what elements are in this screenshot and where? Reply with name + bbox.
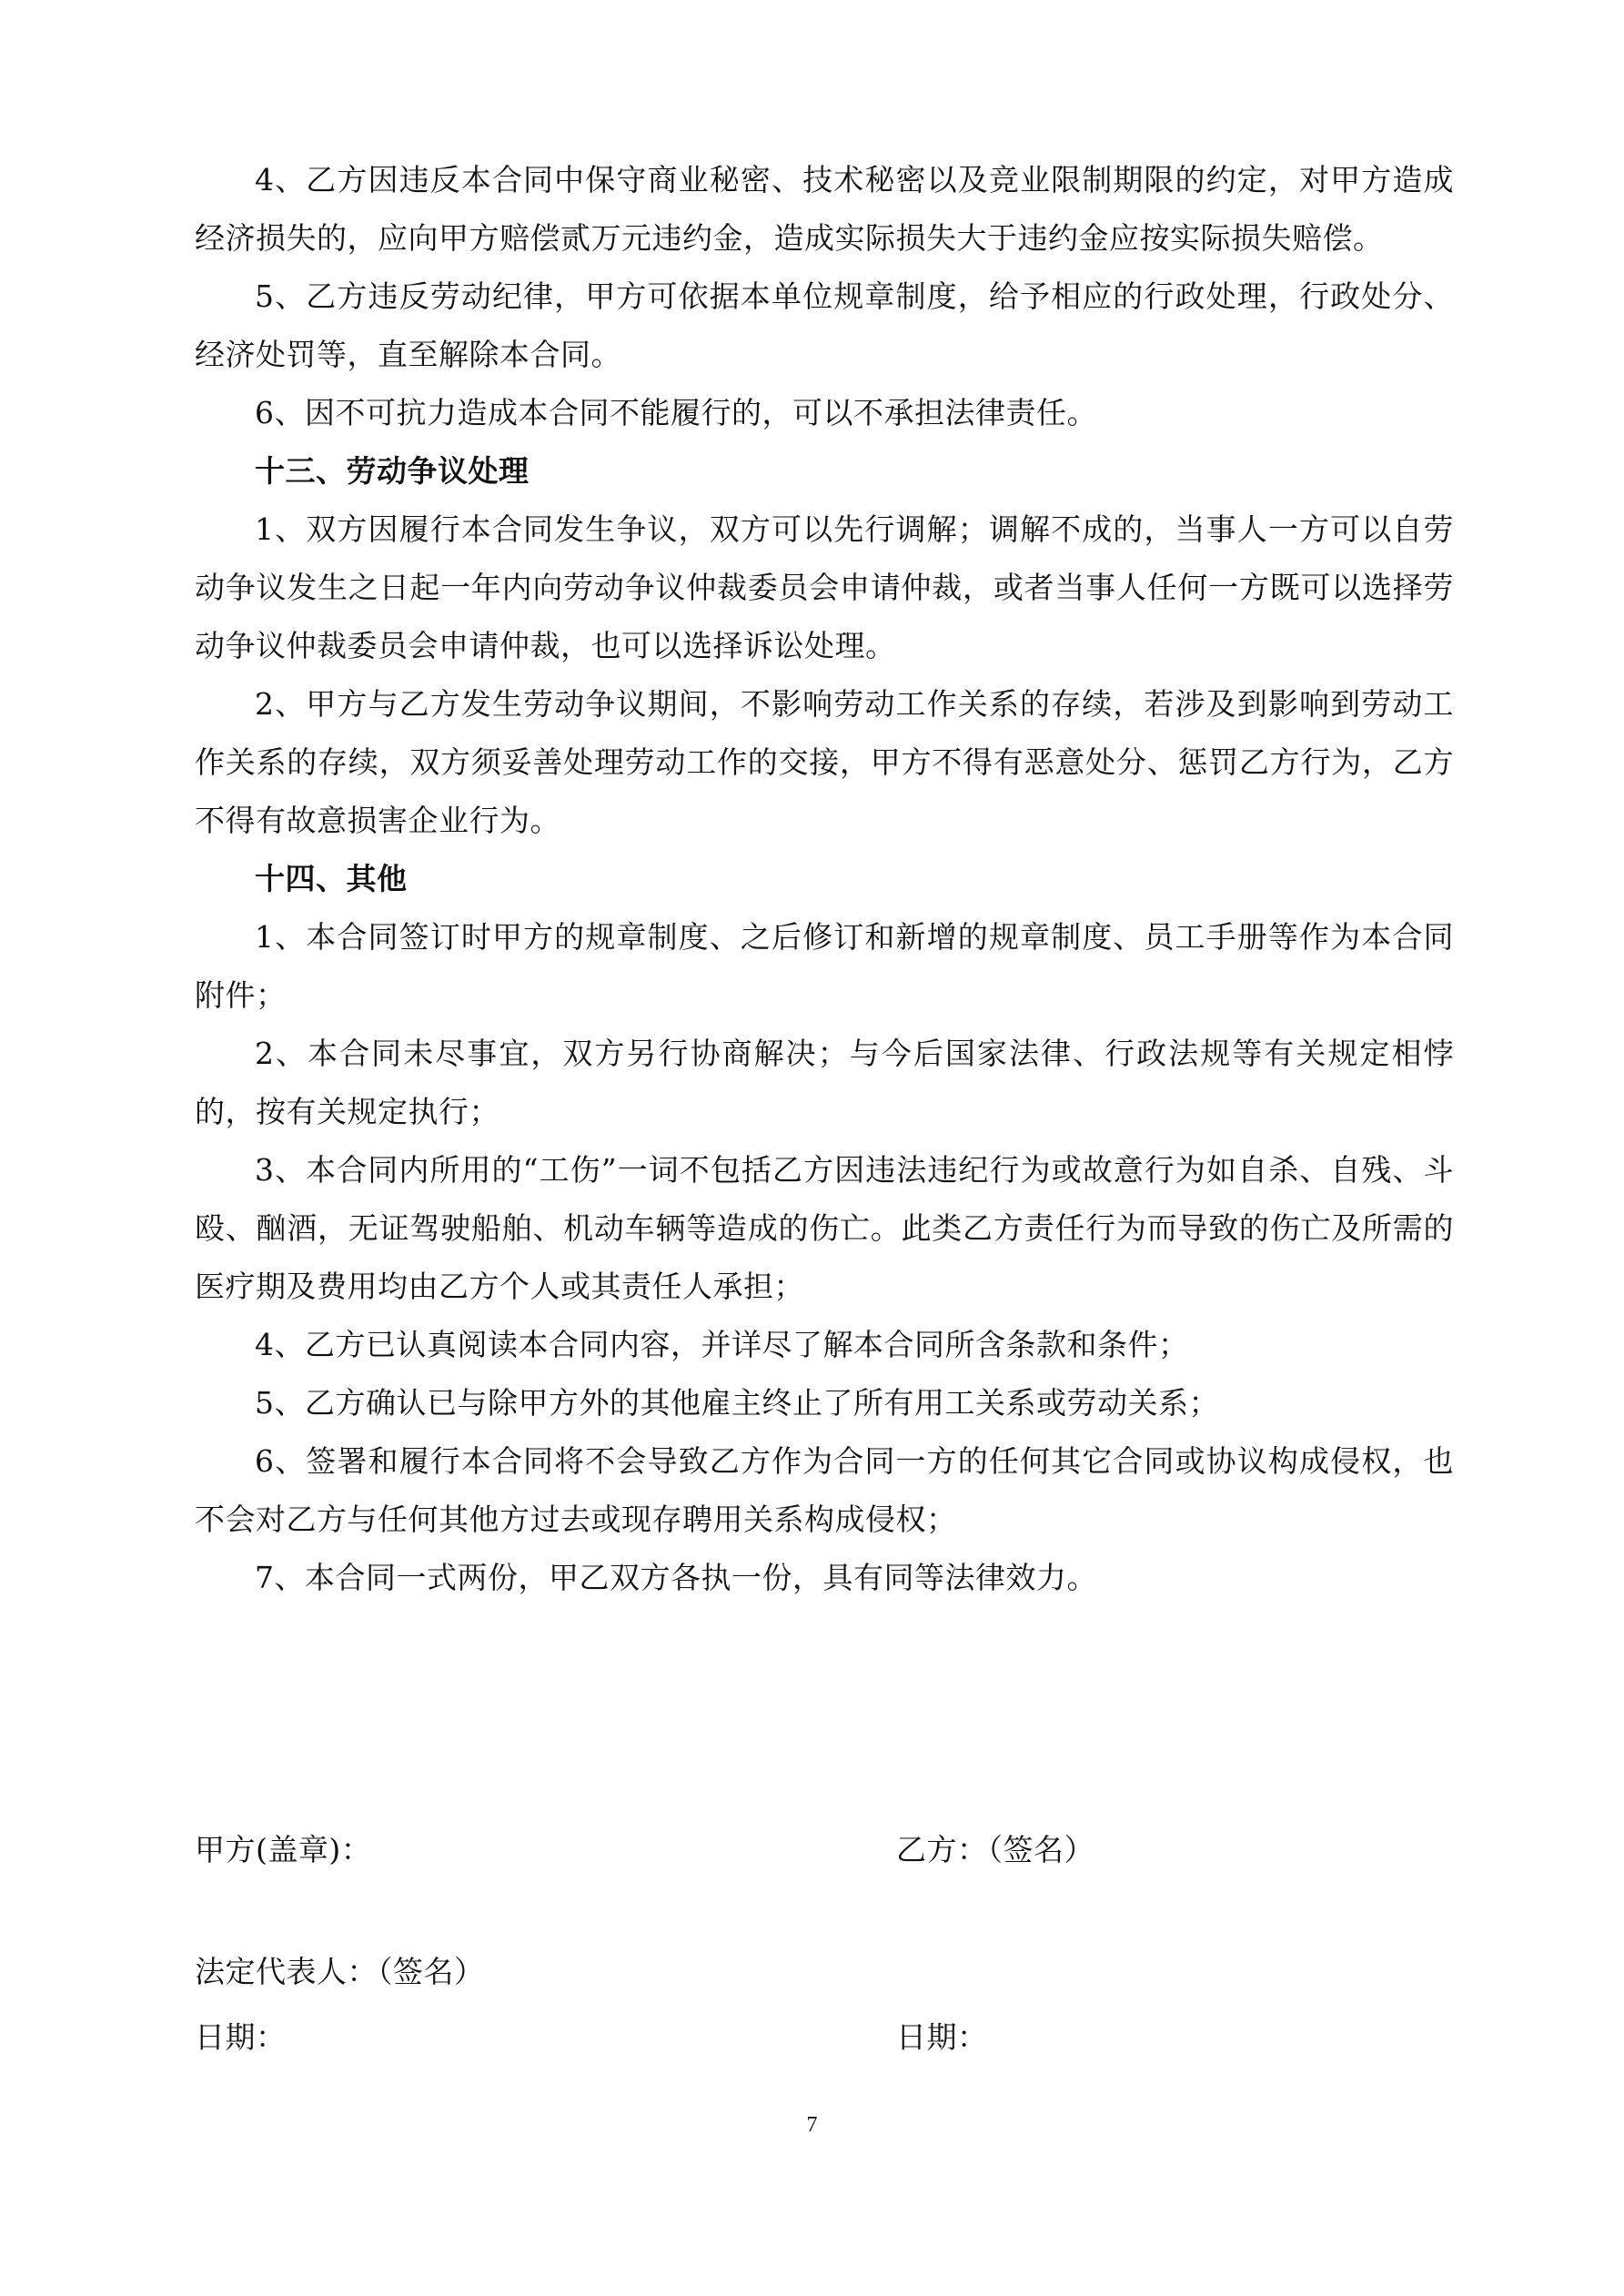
clause-14-1: 1、本合同签订时甲方的规章制度、之后修订和新增的规章制度、员工手册等作为本合同附件； <box>195 919 1454 1013</box>
party-a-date-label: 日期： <box>195 2019 287 2055</box>
section-14-heading: 十四、其他 <box>255 861 408 896</box>
clause-12-5: 5、乙方违反劳动纪律，甲方可依据本单位规章制度，给予相应的行政处理，行政处分、经济处罚等，直至解除本合同。 <box>195 278 1454 372</box>
clause-14-7: 7、本合同一式两份，甲乙双方各执一份，具有同等法律效力。 <box>255 1560 1097 1595</box>
clause-14-3: 3、本合同内所用的“工伤”一词不包括乙方因违法违纪行为或故意行为如自杀、自残、斗殴、酗酒，无证驾驶船舶、机动车辆等造成的伤亡。此类乙方责任行为而导致的伤亡及所需的医疗期及费用均由乙方个人或其责任人承担； <box>195 1152 1454 1304</box>
party-b-signature-label: 乙方：（签名） <box>896 1832 1094 1867</box>
clause-14-2: 2、本合同未尽事宜，双方另行协商解决；与今后国家法律、行政法规等有关规定相悖的，按有关规定执行； <box>195 1036 1454 1129</box>
clause-13-2: 2、甲方与乙方发生劳动争议期间，不影响劳动工作关系的存续，若涉及到影响到劳动工作关系的存续，双方须妥善处理劳动工作的交接，甲方不得有恶意处分、惩罚乙方行为，乙方不得有故意损害企业行为。 <box>195 686 1454 838</box>
section-13-heading: 十三、劳动争议处理 <box>255 453 530 489</box>
clause-14-4: 4、乙方已认真阅读本合同内容，并详尽了解本合同所含条款和条件； <box>255 1327 1189 1362</box>
clause-13-1: 1、双方因履行本合同发生争议，双方可以先行调解；调解不成的，当事人一方可以自劳动争议发生之日起一年内向劳动争议仲裁委员会申请仲裁，或者当事人任何一方既可以选择劳动争议仲裁委员会申请仲裁，也可以选择诉讼处理。 <box>195 511 1454 663</box>
contract-body <box>195 151 1454 1607</box>
party-b-date-label: 日期： <box>896 2019 988 2055</box>
clause-12-6: 6、因不可抗力造成本合同不能履行的，可以不承担法律责任。 <box>255 395 1097 430</box>
clause-14-6: 6、签署和履行本合同将不会导致乙方作为合同一方的任何其它合同或协议构成侵权，也不会对乙方与任何其他方过去或现存聘用关系构成侵权； <box>195 1443 1454 1537</box>
party-a-seal-label: 甲方(盖章)： <box>195 1832 372 1867</box>
clause-12-4: 4、乙方因违反本合同中保守商业秘密、技术秘密以及竞业限制期限的约定，对甲方造成经济损失的，应向甲方赔偿贰万元违约金，造成实际损失大于违约金应按实际损失赔偿。 <box>195 162 1454 256</box>
page-number: 7 <box>806 2113 818 2137</box>
clause-14-5: 5、乙方确认已与除甲方外的其他雇主终止了所有用工关系或劳动关系； <box>255 1385 1219 1421</box>
legal-representative-label: 法定代表人：（签名） <box>195 1954 485 1989</box>
